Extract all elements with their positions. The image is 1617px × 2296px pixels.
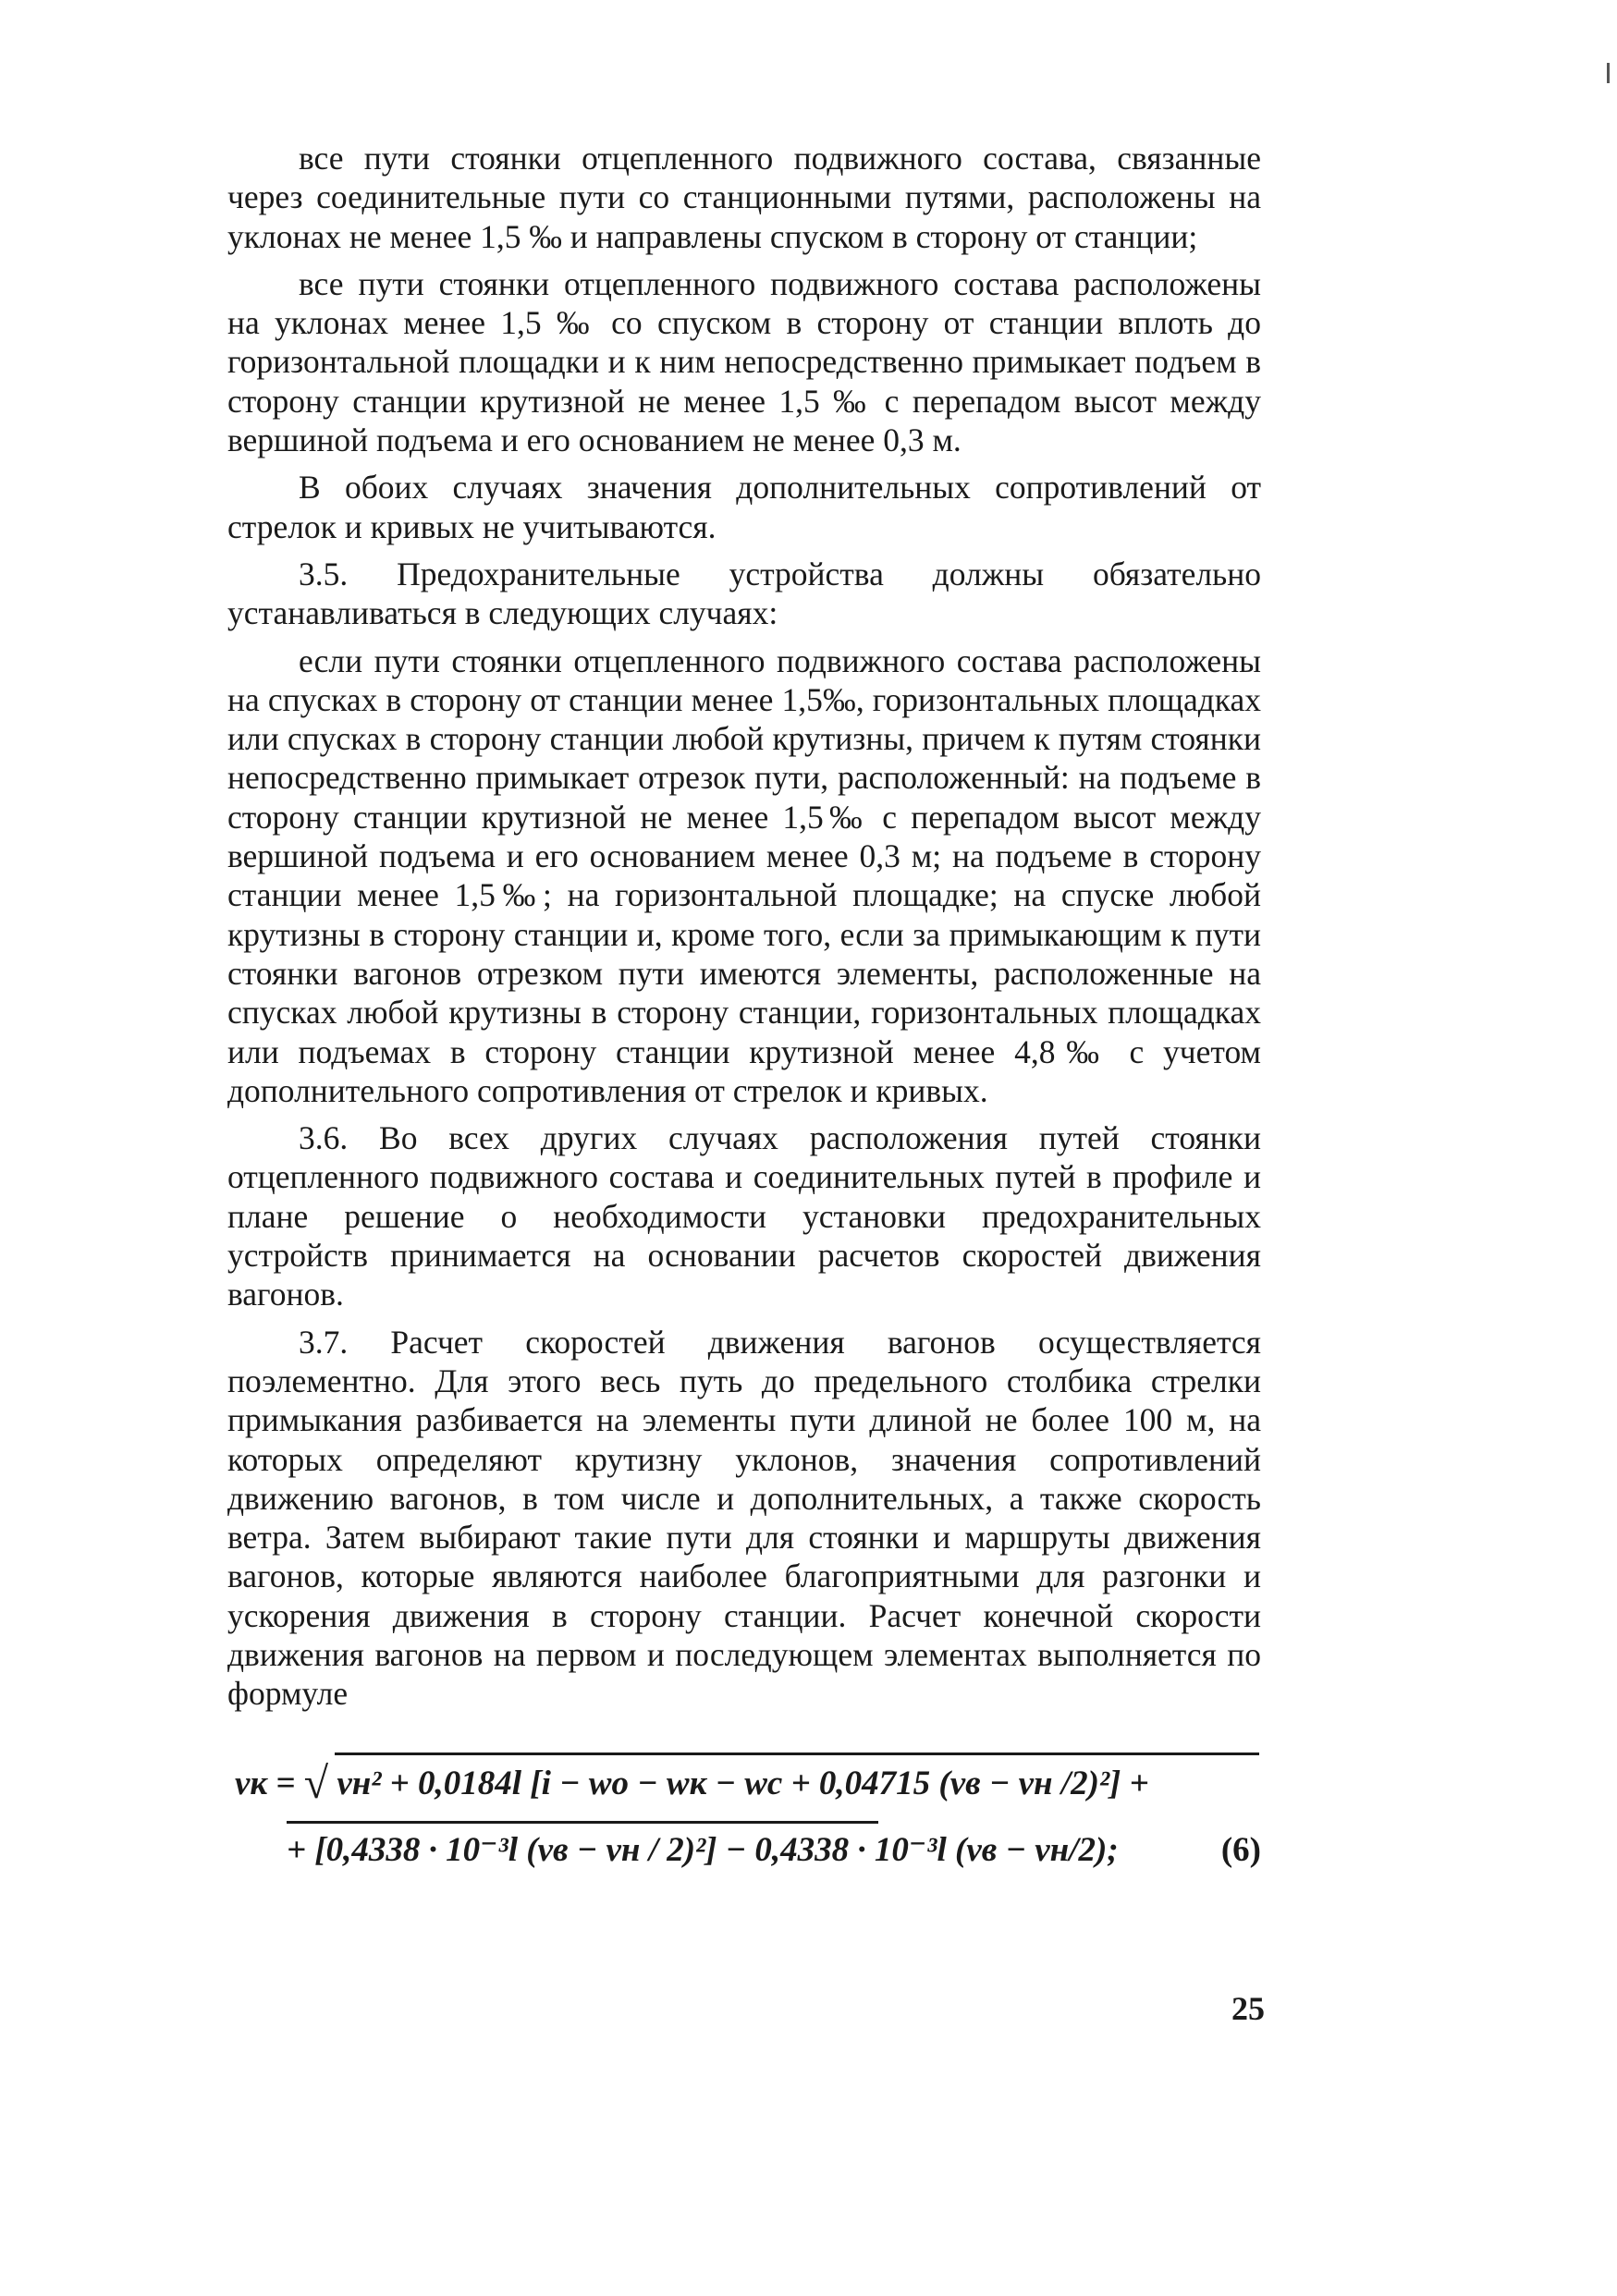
square-root-icon: √ xyxy=(303,1758,329,1808)
paragraph-3-5-cases: если пути стоянки отцепленного подвижного состава расположены на спусках в сторону от станции менее 1,5‰, горизонтальных площадках или спусках в сторону станции любой крутизны, причем к путям стоянки непосредственно примыкает отрезок пути, расположенный: на подъеме в сторону станции крутизной не менее 1,5‰ с перепадом высот между вершиной подъема и его основанием менее 0,3 м; на подъеме в сторону станции менее 1,5‰; на горизонтальной площадке; на спуске любой крутизны в сторону станции и, кроме того, если за примыкающим к пути стоянки вагонов отрезком пути имеются элементы, расположенные на спусках любой крутизны в сторону станции, горизонтальных площадках или подъемах в сторону станции крутизной менее 4,8‰ с учетом дополнительного сопротивления от стрелок и кривых. xyxy=(227,641,1261,1109)
paragraph-3-7: 3.7. Расчет скоростей движения вагонов осуществляется поэлементно. Для этого весь путь до предельного столбика стрелки примыкания разбивается на элементы пути длиной не более 100 м, на которых определяют крутизну уклонов, значения сопротивлений движению вагонов, в том числе и дополнительных, а также скорость ветра. Затем выбирают такие пути для стоянки и маршруты движения вагонов, которые являются наиболее благоприятными для разгонки и ускорения движения в сторону станции. Расчет конечной скорости движения вагонов на первом и последующем элементах выполняется по формуле xyxy=(227,1323,1261,1713)
paragraph-3-6: 3.6. Во всех других случаях расположения путей стоянки отцепленного подвижного состава и соединительных путей в профиле и плане решение о необходимости установки предохранительных устройств принимается на основании расчетов скоростей движения вагонов. xyxy=(227,1119,1261,1313)
paragraph-1: все пути стоянки отцепленного подвижного состава, связанные через соединительные пути со станционными путями, расположены на уклонах не менее 1,5 ‰ и направлены спуском в сторону от станции; xyxy=(227,140,1261,255)
formula-6 xyxy=(227,1754,1261,1902)
page-edge-mark xyxy=(1607,63,1610,83)
formula-line-2 xyxy=(287,1825,1119,1876)
page-number: 25 xyxy=(1231,1990,1265,2027)
radical-overbar-2 xyxy=(287,1821,878,1824)
formula-line-1-text: vн² + 0,0184l [i − wо − wк − wс + 0,04715 (vв − vн /2)²] + xyxy=(337,1764,1149,1802)
paragraph-2: все пути стоянки отцепленного подвижного состава расположены на уклонах менее 1,5 ‰ со спуском в сторону от станции вплоть до горизонтальной площадки и к ним непосредственно примыкает подъем в сторону станции крутизной не менее 1,5 ‰ с перепадом высот между вершиной подъема и его основанием не менее 0,3 м. xyxy=(227,264,1261,459)
document-page xyxy=(227,139,1261,1902)
formula-line-2-text: + [0,4338 · 10⁻³l (vв − vн / 2)²] − 0,4338 · 10⁻³l (vв − vн/2); xyxy=(287,1830,1119,1869)
formula-number: (6) xyxy=(1220,1830,1261,1869)
paragraph-3: В обоих случаях значения дополнительных сопротивлений от стрелок и кривых не учитываются. xyxy=(227,469,1261,545)
formula-lhs: vк = xyxy=(235,1764,296,1802)
formula-line-1 xyxy=(235,1754,1149,1810)
paragraph-3-5: 3.5. Предохранительные устройства должны обязательно устанавливаться в следующих случаях: xyxy=(227,555,1261,632)
